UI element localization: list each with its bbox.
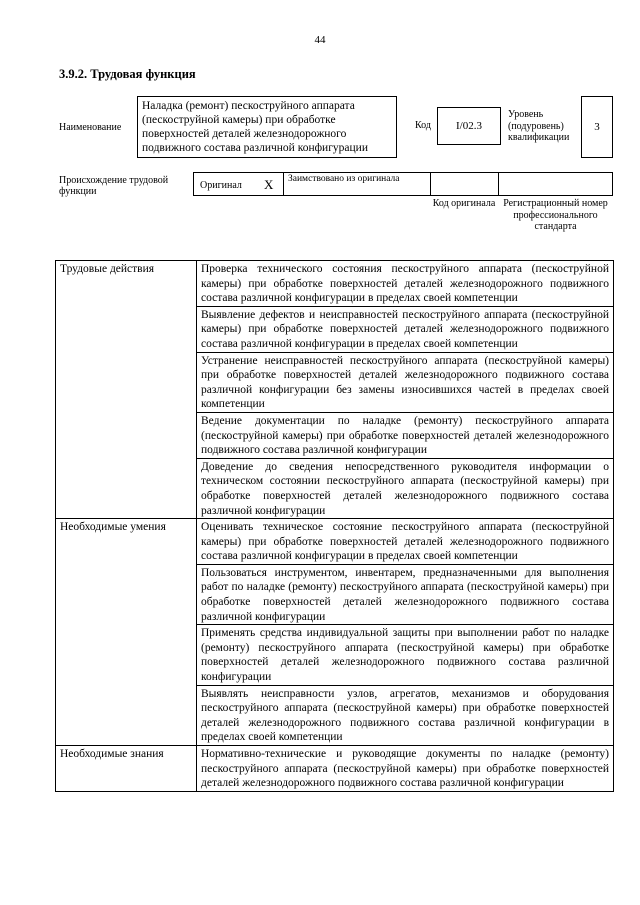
table-row — [56, 519, 614, 565]
item-cell: Ведение документации по наладке (ремонту) пескоструйного аппарата (пескоструйной камеры) при обработке поверхностей деталей железнодорожного подвижного состава различной конфигурации — [197, 412, 614, 458]
borrowed-cell: Заимствовано из оригинала — [283, 172, 430, 196]
code-label: Код — [415, 120, 431, 131]
item-cell: Нормативно-технические и руководящие документы по наладке (ремонту) пескоструйного аппарата (пескоструйной камеры) при обработке поверхностей деталей железнодорожного подвижного состава различной конфигурации — [197, 746, 614, 792]
page-number: 44 — [314, 34, 326, 46]
function-name-box: Наладка (ремонт) пескоструйного аппарата (пескоструйной камеры) при обработке поверхностей деталей железнодорожного подвижного состава различной конфигурации — [137, 96, 397, 158]
reg-number-cell — [498, 172, 613, 196]
table-row — [56, 746, 614, 792]
item-cell: Применять средства индивидуальной защиты при выполнении работ по наладке (ремонту) пескоструйного аппарата (пескоструйной камеры) при обработке поверхностей деталей железнодорожного подвижного состава различной конфигурации — [197, 625, 614, 685]
section-title: 3.9.2. Трудовая функция — [59, 67, 196, 81]
original-mark: X — [264, 177, 274, 192]
code-original-cell — [430, 172, 498, 196]
category-cell: Необходимые умения — [56, 519, 197, 746]
category-cell: Необходимые знания — [56, 746, 197, 792]
level-value-box: 3 — [581, 96, 613, 158]
original-cell — [193, 172, 283, 196]
original-label: Оригинал — [200, 180, 242, 191]
code-original-label: Код оригинала — [432, 198, 496, 209]
function-details-table — [55, 260, 614, 792]
table-row — [56, 261, 614, 307]
code-value-box: I/02.3 — [437, 107, 501, 145]
item-cell: Устранение неисправностей пескоструйного аппарата (пескоструйной камеры) при обработке поверхностей деталей железнодорожного подвижного состава различной конфигурации без замены износившихся частей в пределах своей компетенции — [197, 352, 614, 412]
item-cell: Выявление дефектов и неисправностей пескоструйного аппарата (пескоструйной камеры) при обработке поверхностей деталей железнодорожного подвижного состава различной конфигурации в пределах своей компетенции — [197, 306, 614, 352]
name-label: Наименование — [59, 122, 122, 133]
item-cell: Проверка технического состояния пескоструйного аппарата (пескоструйной камеры) при обработке поверхностей деталей железнодорожного подвижного состава различной конфигурации в пределах своей компетенции — [197, 261, 614, 307]
origin-row — [193, 172, 613, 196]
item-cell: Пользоваться инструментом, инвентарем, предназначенными для выполнения работ по наладке (ремонту) пескоструйного аппарата (пескоструйной камеры) при обработке поверхностей деталей железнодорожного подвижного состава различной конфигурации — [197, 564, 614, 624]
item-cell: Оценивать техническое состояние пескоструйного аппарата (пескоструйной камеры) при обработке поверхностей деталей железнодорожного подвижного состава различной конфигурации в пределах своей компетенции — [197, 519, 614, 565]
level-label: Уровень (подуровень) квалификации — [508, 109, 570, 143]
origin-label: Происхождение трудовой функции — [59, 175, 169, 197]
item-cell: Доведение до сведения непосредственного руководителя информации о техническом состоянии пескоструйного аппарата (пескоструйной камеры) при обработке поверхностей деталей железнодорожного подвижного состава различной конфигурации — [197, 458, 614, 518]
item-cell: Выявлять неисправности узлов, агрегатов, механизмов и оборудования пескоструйного аппарата (пескоструйной камеры) при обработке поверхностей деталей железнодорожного подвижного состава различной конфигурации в пределах своей компетенции — [197, 685, 614, 745]
reg-number-label: Регистрационный номер профессионального стандарта — [503, 198, 608, 232]
category-cell: Трудовые действия — [56, 261, 197, 519]
